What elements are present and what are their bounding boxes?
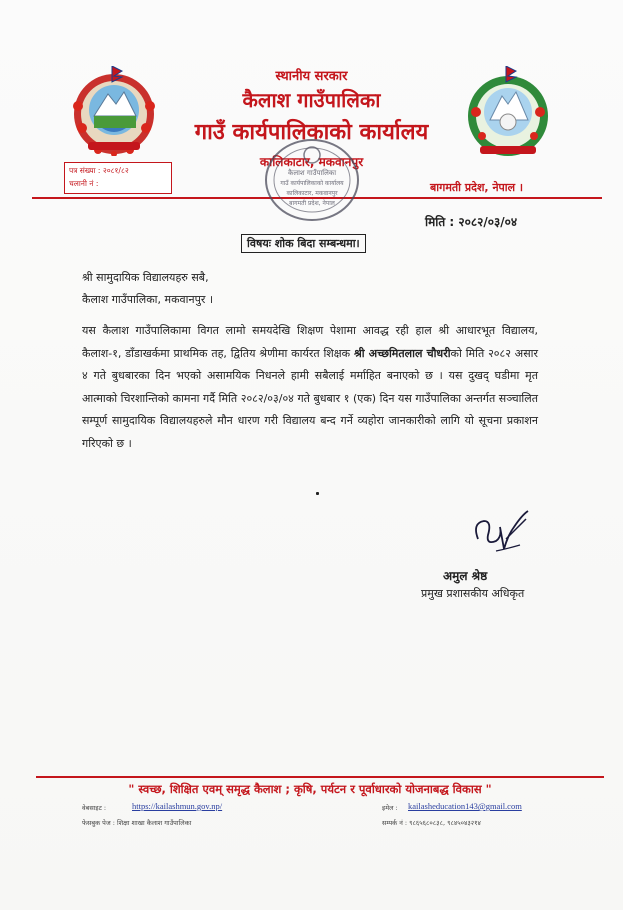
- header-office-name: गाउँ कार्यपालिकाको कार्यालय: [194, 120, 429, 145]
- dispatch-number: चलानी नं :: [69, 179, 99, 188]
- recipient-line-2: कैलाश गाउँपालिका, मकवानपुर ।: [82, 293, 214, 306]
- header-municipality-name: कैलाश गाउँपालिका: [242, 88, 381, 112]
- website-link[interactable]: https://kailashmun.gov.np/: [132, 801, 223, 811]
- letter-subject: विषयः शोक बिदा सम्बन्धमा।: [241, 234, 366, 253]
- facebook-page-label: फेसबुक पेज : शिक्षा शाखा कैलाश गाउँपालिका: [82, 819, 192, 827]
- office-seal-stamp: [262, 135, 362, 225]
- website-label: वेबसाइट :: [82, 804, 107, 812]
- email-link[interactable]: kailasheducation143@gmail.com: [408, 801, 522, 811]
- recipient-line-1: श्री सामुदायिक विद्यालयहरु सबै,: [82, 271, 209, 284]
- province-label: बागमती प्रदेश, नेपाल ।: [430, 181, 524, 194]
- stray-mark: [316, 492, 319, 495]
- signatory-name: अमुल श्रेष्ठ: [443, 569, 488, 583]
- letter-date: मिति : २०८२/०३/०४: [425, 215, 518, 229]
- footer-slogan: " स्वच्छ, शिक्षित एवम् समृद्ध कैलाश ; कृषि, पर्यटन र पूर्वाधारको योजनाबद्ध विकास ": [128, 782, 492, 796]
- footer-divider: [36, 776, 604, 778]
- header-line-local-government: स्थानीय सरकार: [275, 69, 348, 84]
- signature-image: [466, 505, 536, 560]
- contact-number: सम्पर्क नं : ९८६५६८०८३८, ९८४५०४३२१४: [382, 819, 481, 827]
- letter-body: [82, 320, 538, 455]
- stamp-line-2: गाउँ कार्यपालिकाको कार्यालय: [280, 180, 344, 187]
- body-part-2: को मिति २०८२ असार ४ गते बुधबारका दिन भएको असामयिक निधनले हामी सबैलाई मर्माहित बनाएको छ । यस दुखद् घडीमा मृत आत्माको चिरशान्तिको कामना गर्दै मिति २०८२/०३/०४ गते बुधबार १ (एक) दिन यस गाउँपालिका अन्तर्गत सञ्चालित सम्पूर्ण सामुदायिक विद्यालयहरुले मौन धारण गरी विद्यालय बन्द गर्ने व्यहोरा जानकारीको लागि यो सूचना प्रकाशन गरिएको छ ।: [82, 346, 539, 450]
- header-address: कालिकाटार, मकवानपुर: [259, 155, 364, 169]
- stamp-line-3: कालिकाटार, मकवानपुर: [286, 190, 338, 197]
- reference-number: पत्र संख्या : २०८१/८२: [69, 166, 129, 175]
- nepal-emblem-icon: [68, 66, 160, 156]
- email-label: इमेल :: [382, 804, 398, 812]
- stamp-line-1: कैलाश गाउँपालिका: [287, 169, 337, 177]
- municipality-logo-icon: [462, 66, 554, 158]
- body-part-1: यस कैलाश गाउँपालिकामा विगत लामो समयदेखि शिक्षण पेशामा आवद्ध रही हाल श्री आधारभूत विद्यालय, कैलाश-१, डाँडाखर्कमा प्राथमिक तह, द्वितिय श्रेणीमा कार्यरत शिक्षक: [82, 324, 538, 360]
- stamp-line-4: बागमती प्रदेश, नेपाल: [289, 200, 335, 207]
- deceased-name: श्री अच्छमितलाल चौधरी: [353, 346, 451, 360]
- reference-box: [64, 162, 172, 194]
- signatory-title: प्रमुख प्रशासकीय अधिकृत: [421, 587, 525, 600]
